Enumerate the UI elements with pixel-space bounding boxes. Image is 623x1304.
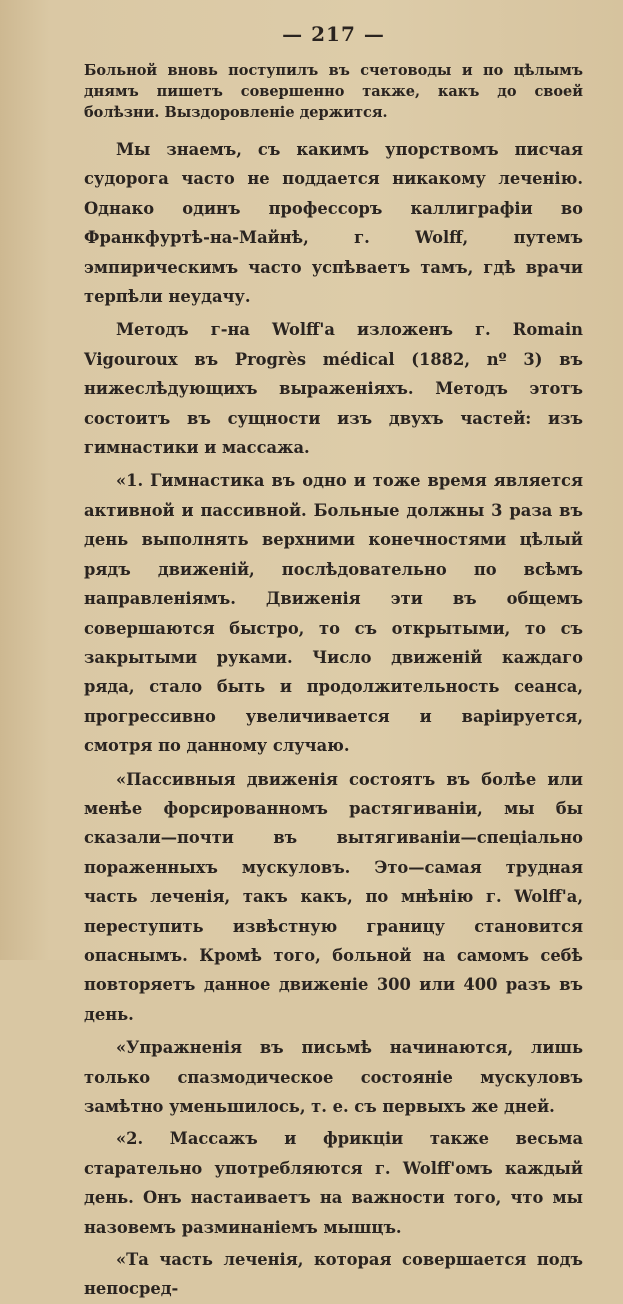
paragraph-gymnastics: «1. Гимнастика въ одно и тоже время является активной и пассивной. Больные должны 3 раза въ день выполнять верхними конечностями цѣлый рядъ движеній, послѣдовательно по всѣмъ направленіямъ. Движенія эти въ общемъ совершаются быстро, то съ открытыми, то съ закрытыми руками. Число движеній каждаго ряда, стало быть и продолжительность сеанса, прогрессивно увеличивается и варіируется, смотря по данному случаю. (84, 471, 583, 756)
case-note-paragraph: Больной вновь поступилъ въ счетоводы и по цѣлымъ днямъ пишетъ совершенно также, какъ до своей болѣзни. Выздоровленіе держится. (84, 62, 583, 121)
paragraph-continued: «Та часть леченія, которая совершается подъ непосред- (84, 1250, 583, 1299)
paragraph-method-source: Методъ г-на Wolff'а изложенъ г. Romain Vigouroux въ Progrès médical (1882, nº 3) въ нижеслѣдующихъ выраженіяхъ. Методъ этотъ состоитъ въ сущности изъ двухъ частей: изъ гимнастики и массажа. (84, 320, 583, 458)
paragraph-passive-movements: «Пассивныя движенія состоятъ въ болѣе или менѣе форсированномъ растягиваніи, мы бы сказали—почти въ вытягиваніи—спеціально пораженныхъ мускуловъ. Это—самая трудная часть леченія, такъ какъ, по мнѣнію г. Wolff'а, переступить извѣстную границу становится опаснымъ. Кромѣ того, больной на самомъ себѣ повторяетъ данное движеніе 300 или 400 разъ въ день. (84, 769, 583, 1024)
paragraph-massage: «2. Массажъ и фрикціи также весьма старательно употребляются г. Wolff'омъ каждый день. Онъ настаиваетъ на важности того, что мы назовемъ разминаніемъ мышцъ. (84, 1129, 583, 1237)
page-number: — 217 — (282, 22, 385, 46)
paragraph-writing-exercises: «Упражненія въ письмѣ начинаются, лишь только спазмодическое состояніе мускуловъ замѣтно уменьшилось, т. е. съ первыхъ же дней. (84, 1038, 583, 1116)
paragraph-writers-cramp: Мы знаемъ, съ какимъ упорствомъ писчая судорога часто не поддается никакому леченію. Однако одинъ профессоръ каллиграфіи во Франкфуртѣ-на-Майнѣ, г. Wolff, путемъ эмпирическимъ часто успѣваетъ тамъ, гдѣ врачи терпѣли неудачу. (84, 140, 583, 307)
